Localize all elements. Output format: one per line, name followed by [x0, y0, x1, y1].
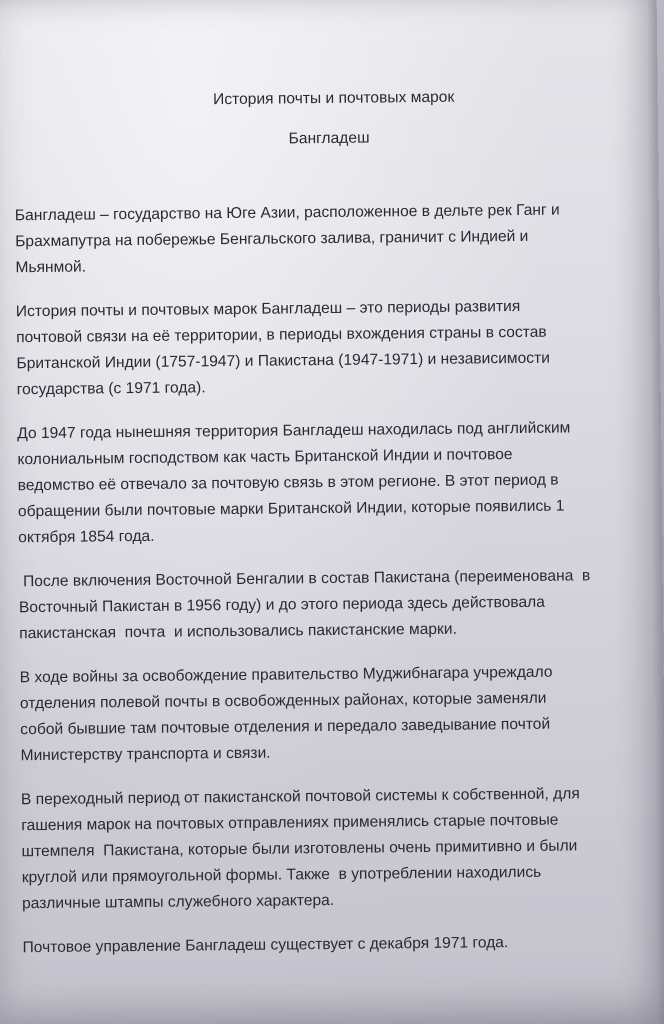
document-title: История почты и почтовых марок: [213, 88, 455, 109]
document-subtitle: Бангладеш: [288, 129, 370, 148]
paragraph-line: Брахмапутра на побережье Бенгальского залива, граничит с Индией и: [15, 227, 529, 251]
paragraph-3: [17, 415, 618, 551]
paragraph-line: Бангладеш – государство на Юге Азии, расположенное в дельте рек Ганг и: [14, 201, 560, 225]
paragraph-line: почтовой связи на её территории, в периоды вхождения страны в состав: [16, 323, 547, 347]
paragraph-line: Мьянмой.: [15, 258, 87, 277]
paragraph-line: Почтовое управление Бангладеш существует с декабря 1971 года.: [22, 934, 509, 957]
paragraph-line: История почты и почтовых марок Бангладеш – это периоды развития: [15, 297, 521, 321]
paragraph-line: государства (с 1971 года).: [16, 379, 206, 399]
paragraph-line: ведомство её отвечало за почтовую связь в этом регионе. В этот период в: [17, 471, 559, 495]
paragraph-1: [15, 197, 616, 281]
paragraph-line: отделения полевой почты в освобожденных районах, которые заменяли: [19, 689, 547, 713]
page-edge-shadow: [647, 0, 664, 1024]
paragraph-line: После включения Восточной Бенгалии в состав Пакистана (переименована в: [18, 567, 591, 591]
paragraph-line: собой бывшие там почтовые отделения и передало заведывание почтой: [20, 715, 551, 739]
paragraph-line: штемпеля Пакистана, которые были изготовлены очень примитивно и были: [21, 837, 578, 861]
paragraph-line: октября 1854 года.: [18, 527, 155, 547]
paragraph-line: круглой или прямоугольной формы. Также в употреблении находились: [21, 863, 542, 887]
paragraph-5: [20, 659, 621, 769]
paragraph-line: Британской Индии (1757-1947) и Пакистана (1947-1971) и независимости: [16, 349, 550, 373]
paragraph-line: Восточный Пакистан в 1956 году) и до этого периода здесь действовала: [18, 593, 545, 617]
paragraph-line: пакистанская почта и использовались пакистанские марки.: [19, 620, 457, 643]
paragraph-line: колониальным господством как часть Британской Индии и почтовое: [17, 446, 513, 469]
paragraph-6: [21, 781, 622, 917]
paragraph-7: [22, 929, 622, 961]
paragraph-2: [16, 293, 617, 403]
paragraph-line: До 1947 года нынешняя территория Бангладеш находилась под английским: [17, 419, 571, 443]
paragraph-line: В ходе войны за освобождение правительство Муджибнагара учреждало: [19, 663, 553, 687]
paragraph-line: Министерству транспорта и связи.: [20, 744, 271, 765]
document-body: [14, 83, 623, 961]
paragraph-line: обращении были почтовые марки Британской Индии, которые появились 1: [17, 497, 565, 521]
paragraph-line: В переходный период от пакистанской почтовой системы к собственной, для: [20, 785, 580, 809]
paragraph-line: различные штампы служебного характера.: [21, 891, 335, 913]
paragraph-line: гашения марок на почтовых отправлениях применялись старые почтовые: [21, 811, 559, 835]
paragraph-4: [19, 563, 620, 647]
